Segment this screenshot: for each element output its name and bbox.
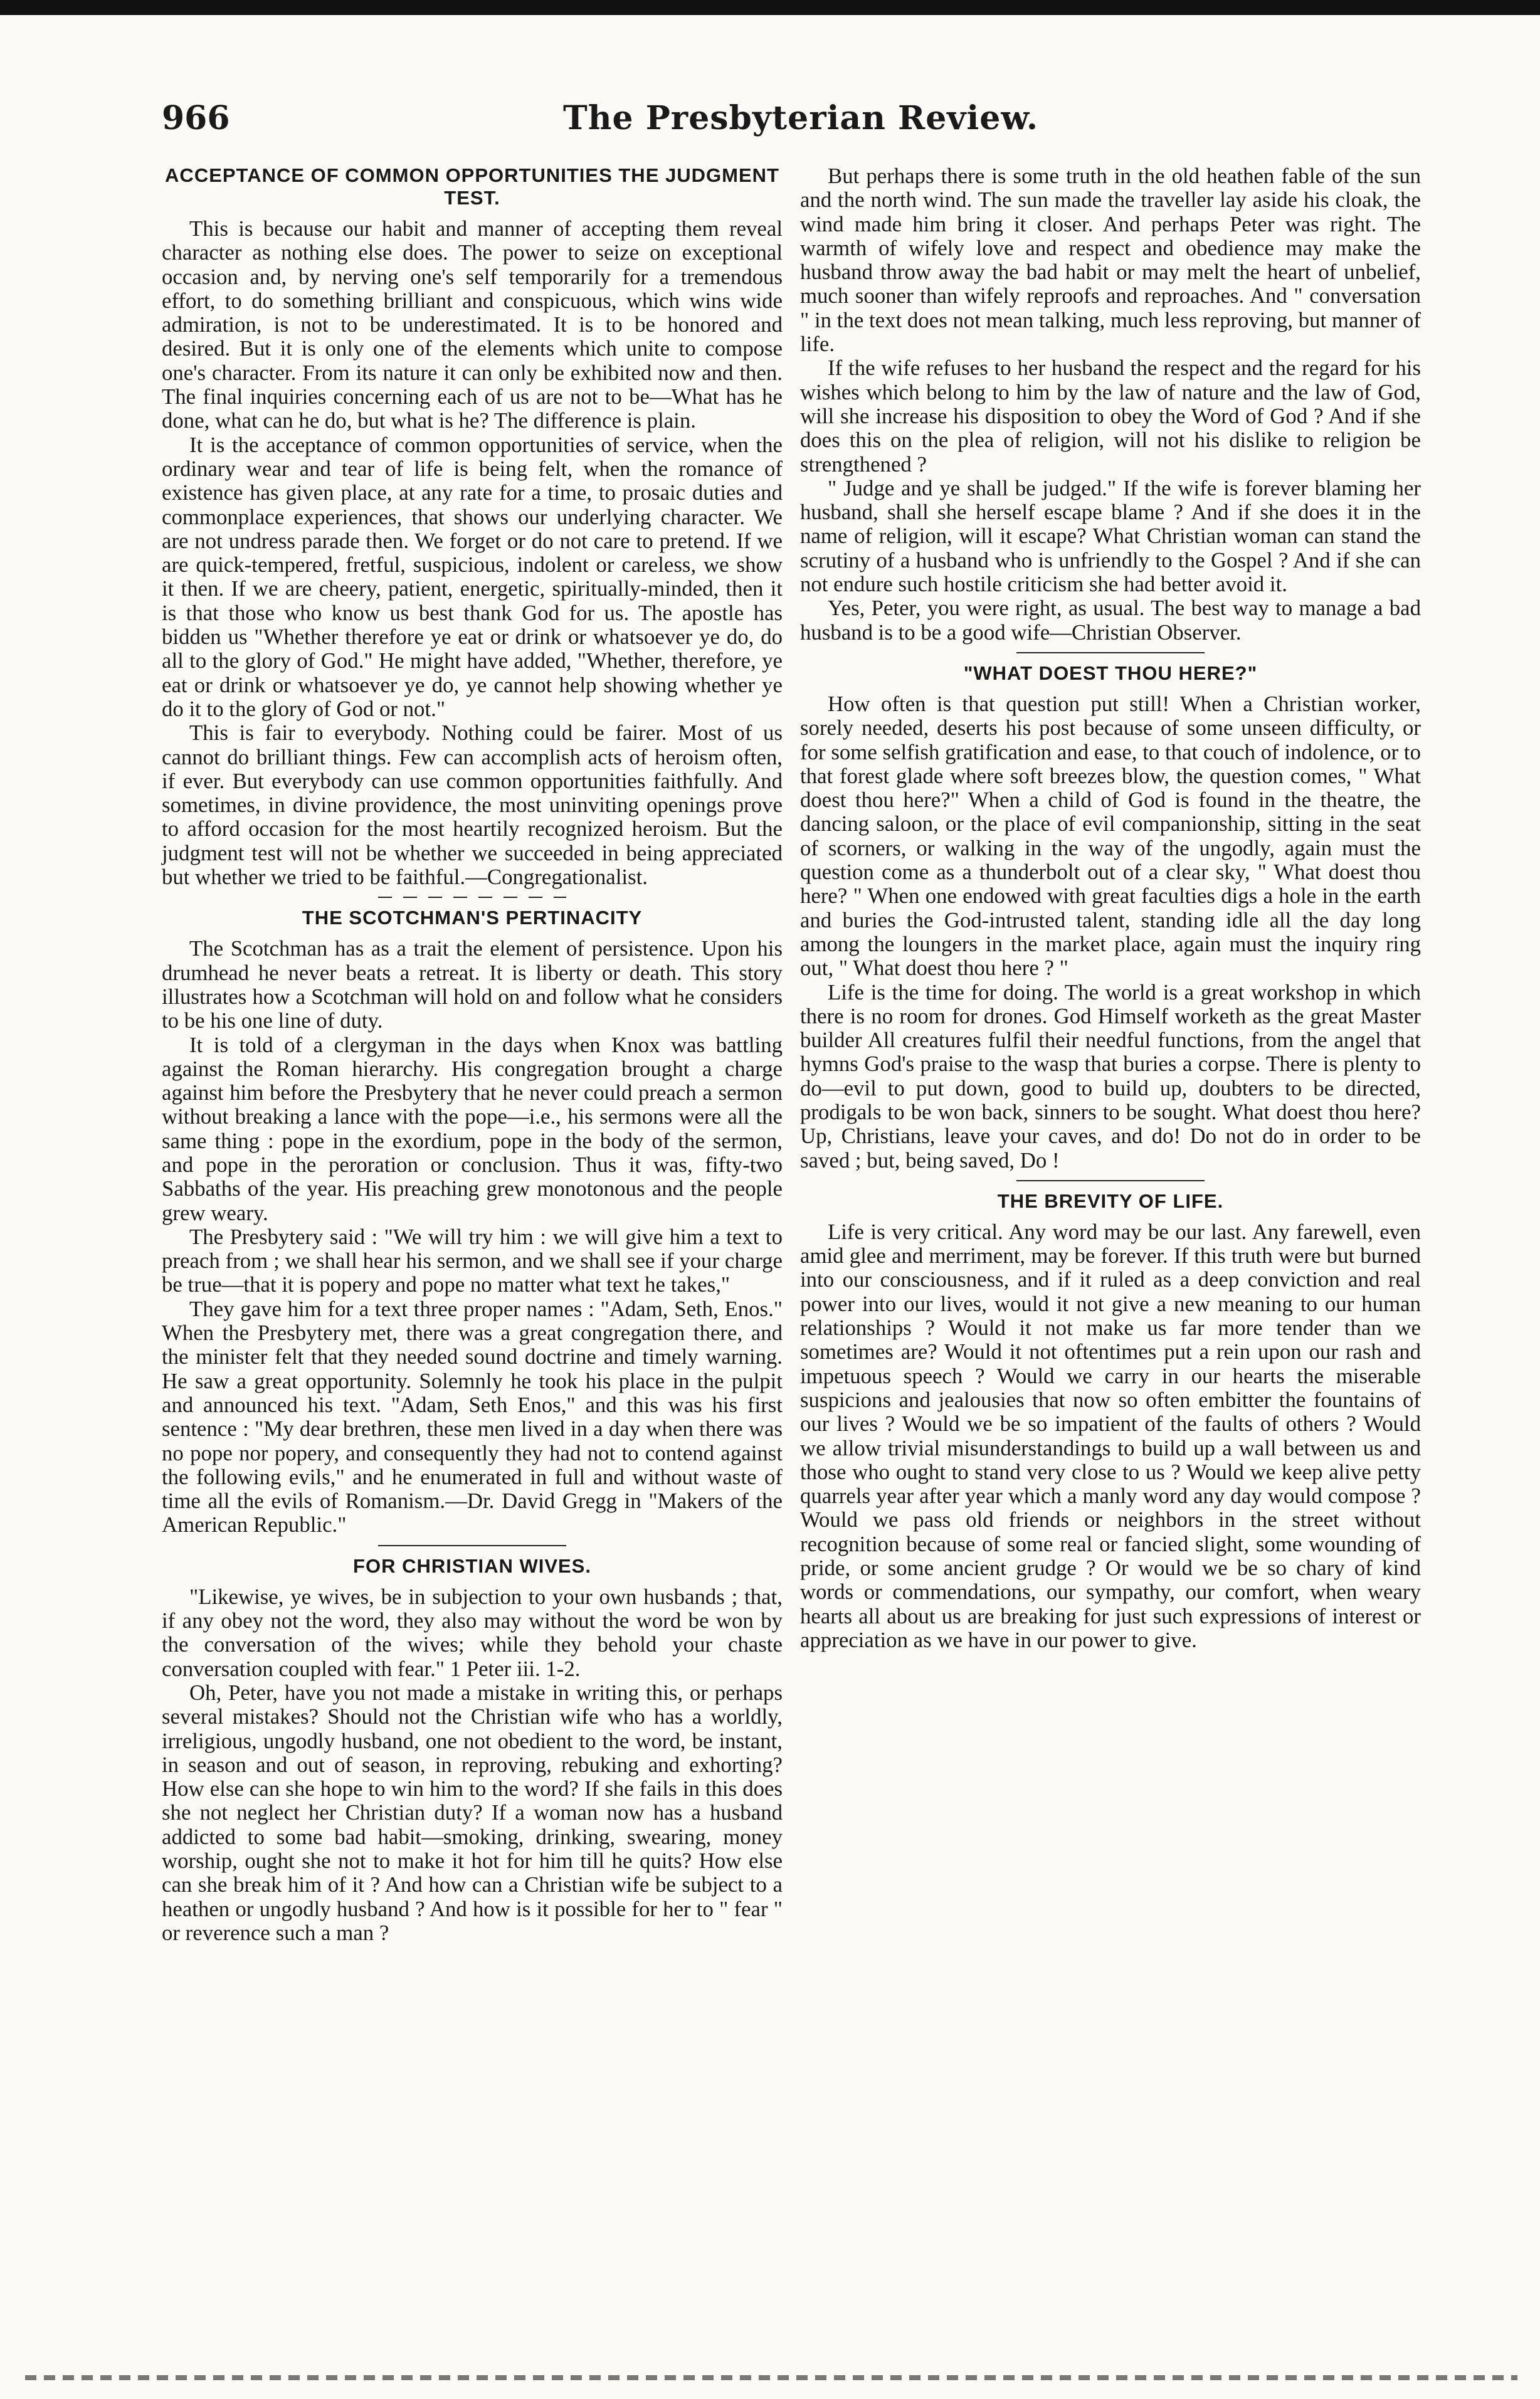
paragraph: If the wife refuses to her husband the respect and the regard for his wishes which belong to him by the law of nature and the law of God, will she increase his disposition to obey the Word of God ? And if she does this on the plea of religion, will not his dislike to religion be strengthened ?	[800, 356, 1421, 477]
section-divider	[378, 1545, 566, 1546]
paragraph: How often is that question put still! When a Christian worker, sorely needed, deserts his post because of some unseen difficulty, or for some selfish gratification and ease, to that couch of indolence, or to that forest glade where soft breezes blow, the question comes, " What doest thou here?" When a child of God is found in the theatre, the dancing saloon, or the place of evil companionship, sitting in the seat of scorners, or walking in the way of the ungodly, again must the question come as a thunderbolt out of a clear sky, " What doest thou here? " When one endowed with great faculties digs a hole in the earth and buries the God-intrusted talent, standing idle all the day long among the loungers in the market place, again must the inquiry ring out, " What doest thou here ? "	[800, 691, 1421, 981]
article-title: "WHAT DOEST THOU HERE?"	[963, 662, 1258, 684]
paragraph: The Scotchman has as a trait the element of persistence. Upon his drumhead he never beats a retreat. It is liberty or death. This story illustrates how a Scotchman will hold on and follow what he considers to be his one line of duty.	[162, 936, 783, 1033]
paragraph: This is fair to everybody. Nothing could be fairer. Most of us cannot do brilliant things. Few can accomplish acts of heroism often, if ever. But everybody can use common opportunities faithfully. And sometimes, in divine providence, the most uninviting openings prove to afford occasion for the most heartily recognized heroism. But the judgment test will not be whether we succeeded in being appreciated but whether we tried to be faithful.—Congregationalist.	[162, 720, 783, 890]
paragraph: But perhaps there is some truth in the old heathen fable of the sun and the north wind. The sun made the traveller lay aside his cloak, the wind made him bring it closer. And perhaps Peter was right. The warmth of wifely love and respect and obedience may make the husband throw away the bad habit or may melt the heart of unbelief, much sooner than wifely reproofs and reproaches. And " conversation " in the text does not mean talking, much less reproving, but manner of life.	[800, 164, 1421, 357]
top-border-rule	[0, 0, 1540, 15]
article-title: FOR CHRISTIAN WIVES.	[353, 1554, 591, 1577]
paragraph: Yes, Peter, you were right, as usual. The best way to manage a bad husband is to be a good wife—Christian Observer.	[800, 596, 1421, 645]
right-column	[800, 164, 1421, 1652]
article-scotchman	[162, 907, 783, 1537]
paragraph: The Presbytery said : "We will try him : we will give him a text to preach from ; we shall hear his sermon, and we shall see if your charge be true—that it is popery and pope no matter what text he takes,"	[162, 1224, 783, 1297]
article-wives-continued	[800, 164, 1421, 645]
paragraph: Life is the time for doing. The world is a great workshop in which there is no room for drones. God Himself worketh as the great Master builder All creatures fulfil their needful functions, from the angel that hymns God's praise to the wasp that buries a corpse. There is plenty to do—evil to put down, good to build up, doubters to be directed, prodigals to be won back, sinners to be sought. What doest thou here? Up, Christians, leave your caves, and do! Do not do in order to be saved ; but, being saved, Do !	[800, 979, 1421, 1173]
left-column	[162, 164, 783, 1945]
article-acceptance	[162, 164, 783, 889]
article-title: ACCEPTANCE OF COMMON OPPORTUNITIES THE JUDGMENT TEST.	[165, 164, 779, 209]
section-divider	[1016, 652, 1205, 653]
bottom-border-rule	[25, 2375, 1517, 2380]
page-number: 966	[162, 99, 230, 137]
running-title: The Presbyterian Review.	[563, 99, 1038, 137]
paragraph: They gave him for a text three proper names : "Adam, Seth, Enos." When the Presbytery met, there was a great congregation there, and the minister felt that they needed sound doctrine and timely warning. He saw a great opportunity. Solemnly he took his place in the pulpit and announced his text. "Adam, Seth Enos," and this was his first sentence : "My dear brethren, these men lived in a day when there was no pope nor popery, and consequently they had not to contend against the following evils," and he enumerated in full and without waste of time all the evils of Romanism.—Dr. David Gregg in "Makers of the American Republic."	[162, 1296, 783, 1537]
paragraph: Oh, Peter, have you not made a mistake in writing this, or perhaps several mistakes? Should not the Christian wife who has a worldly, irreligious, ungodly husband, one not obedient to the word, be instant, in season and out of season, in reproving, rebuking and exhorting? How else can she hope to win him to the word? If she fails in this does she not neglect her Christian duty? If a woman now has a husband addicted to some bad habit—smoking, drinking, swearing, money worship, ought she not to make it hot for him till he quits? How else can she break him of it ? And how can a Christian wife be subject to a heathen or ungodly husband ? And how is it possible for her to " fear " or reverence such a man ?	[162, 1680, 783, 1945]
page-header	[162, 99, 1316, 143]
paragraph: " Judge and ye shall be judged." If the wife is forever blaming her husband, shall she herself escape blame ? And if she does it in the name of religion, will it escape? What Christian woman can stand the scrutiny of a husband who is unfriendly to the Gospel ? And if she can not endure such hostile criticism she had better avoid it.	[800, 475, 1421, 597]
paragraph: "Likewise, ye wives, be in subjection to your own husbands ; that, if any obey not the word, they also may without the word be won by the conversation of the wives; while they behold your chaste conversation coupled with fear." 1 Peter iii. 1-2.	[162, 1584, 783, 1681]
article-wives	[162, 1555, 783, 1945]
paragraph: It is told of a clergyman in the days when Knox was battling against the Roman hierarchy. His congregation brought a charge against him before the Presbytery that he never could preach a sermon without breaking a lance with the pope—i.e., his sermons were all the same thing : pope in the exordium, pope in the body of the sermon, and pope in the peroration or conclusion. Thus it was, fifty-two Sabbaths of the year. His preaching grew monotonous and the people grew weary.	[162, 1032, 783, 1225]
section-divider	[1016, 1180, 1205, 1181]
paragraph: This is because our habit and manner of accepting them reveal character as nothing else does. The power to seize on exceptional occasion and, by nerving one's self temporarily for a tremendous effort, to do something brilliant and conspicuous, which wins wide admiration, is not to be underestimated. It is to be honored and desired. But it is only one of the elements which unite to compose one's character. From its nature it can only be exhibited now and then. The final inquiries concerning each of us are not to be—What has he done, what can he do, but what is he? The difference is plain.	[162, 216, 783, 433]
section-divider	[378, 897, 566, 898]
article-title: THE SCOTCHMAN'S PERTINACITY	[302, 907, 643, 929]
paragraph: It is the acceptance of common opportunities of service, when the ordinary wear and tear of life is being felt, when the romance of existence has given place, at any rate for a time, to prosaic duties and commonplace experiences, that shows our underlying character. We are not undress parade then. We forget or do not care to pretend. If we are quick-tempered, fretful, suspicious, indolent or careless, we show it then. If we are cheery, patient, energetic, spiritually-minded, then it is that those who know us best thank God for us. The apostle has bidden us "Whether therefore ye eat or drink or whatsoever ye do, do all to the glory of God." He might have added, "Whether, therefore, ye eat or drink or whatsoever ye do, ye cannot help showing whether ye do it to the glory of God or not."	[162, 432, 783, 721]
article-what-doest	[800, 662, 1421, 1173]
paragraph: Life is very critical. Any word may be our last. Any farewell, even amid glee and merriment, may be forever. If this truth were but burned into our consciousness, and if it ruled as a deep conviction and real power into our lives, would it not give a new meaning to our human relationships ? Would it not make us far more tender than we sometimes are? Would it not oftentimes put a rein upon our rash and impetuous speech ? Would we carry in our hearts the miserable suspicions and jealousies that now so often embitter the fountains of our lives ? Would we be so impatient of the faults of others ? Would we allow trivial misunderstandings to build up a wall between us and those who ought to stand very close to us ? Would we keep alive petty quarrels year after year which a manly word any day would compose ? Would we pass old friends or neighbors in the street without recognition because of some real or fancied slight, some wounding of pride, or some ancient grudge ? Or would we be so chary of kind words or commendations, our sympathy, our comfort, when weary hearts all about us are breaking for just such expressions of interest or appreciation as we have in our power to give.	[800, 1219, 1421, 1652]
article-title: THE BREVITY OF LIFE.	[997, 1189, 1224, 1212]
article-brevity	[800, 1190, 1421, 1652]
